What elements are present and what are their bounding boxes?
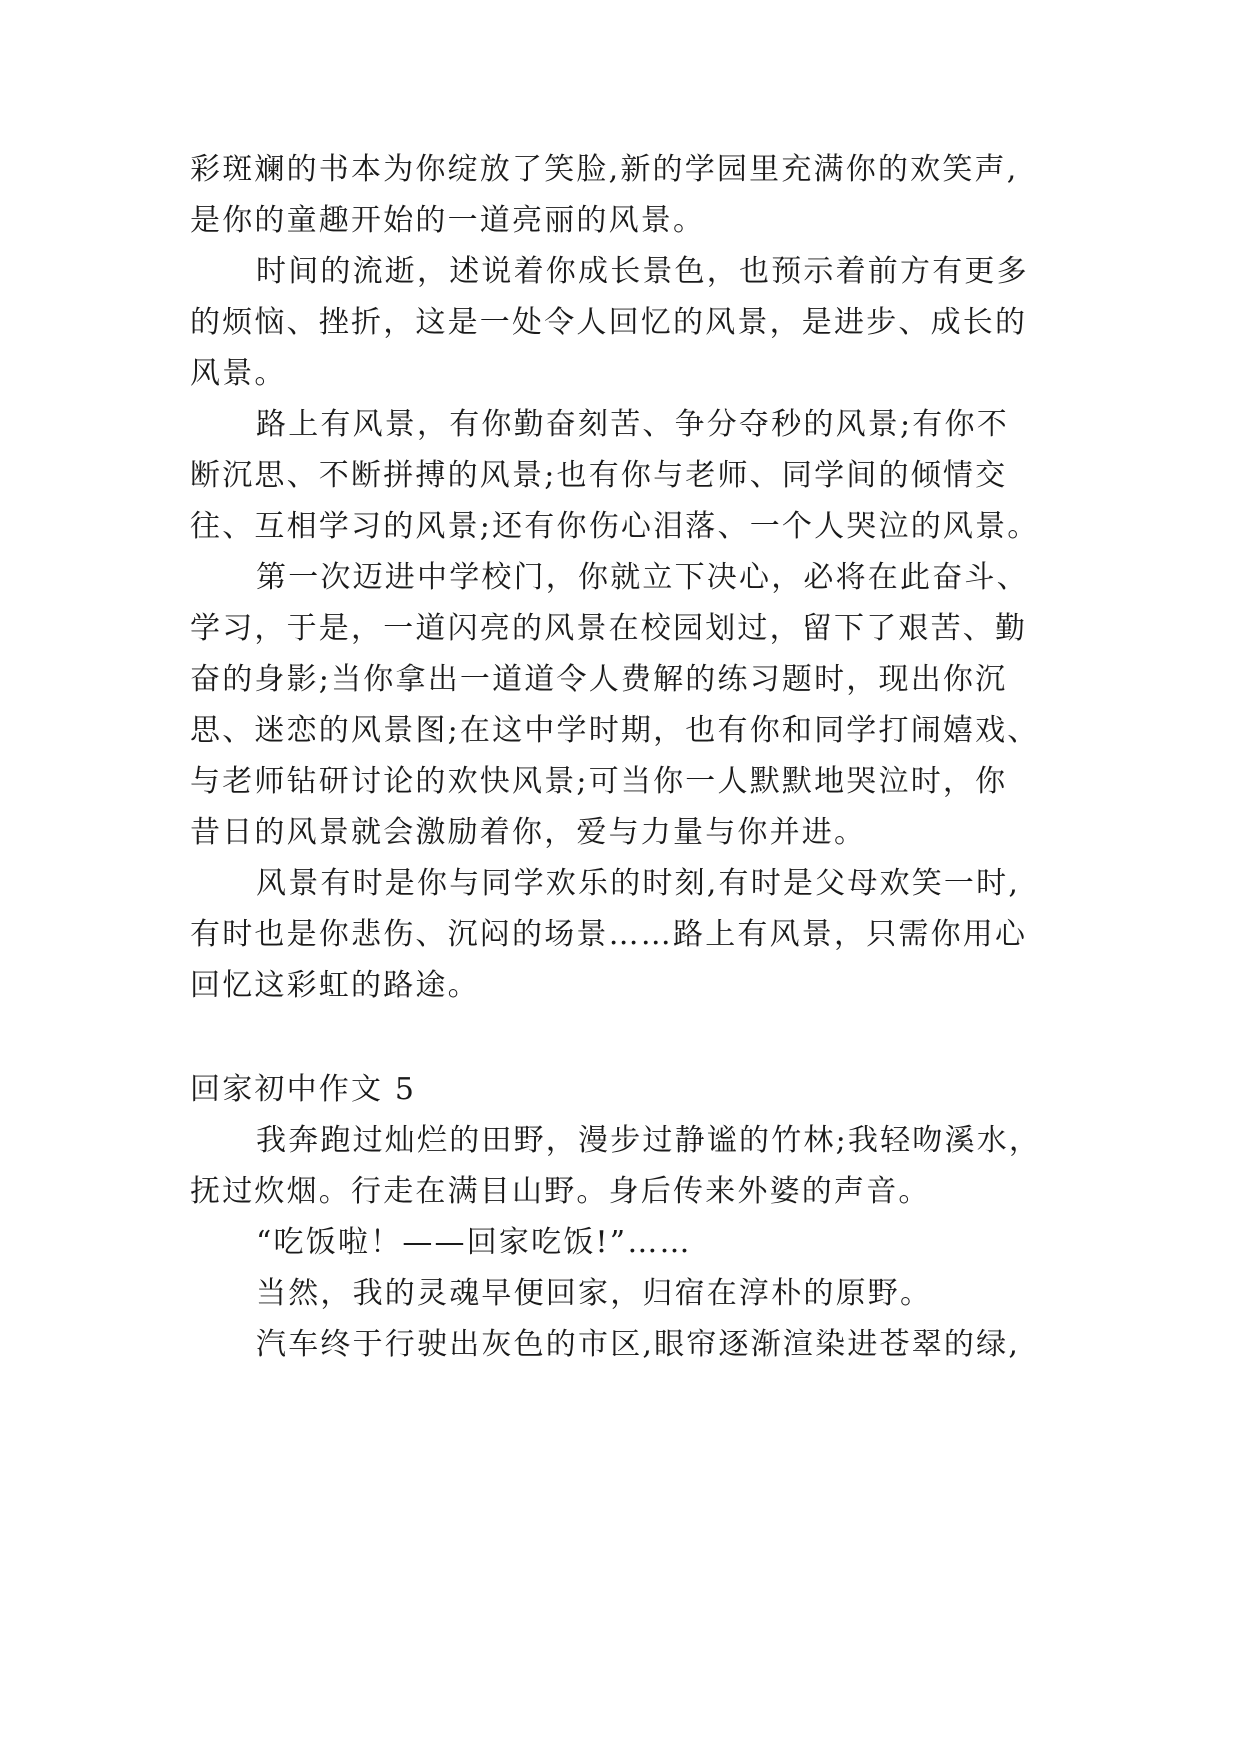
- paragraph-line: 我奔跑过灿烂的田野，漫步过静谧的竹林;我轻吻溪水，: [256, 1123, 1042, 1158]
- paragraph-line: 往、互相学习的风景;还有你伤心泪落、一个人哭泣的风景。: [190, 509, 1040, 544]
- paragraph-line: 时间的流逝，述说着你成长景色，也预示着前方有更多: [256, 254, 1029, 289]
- paragraph-line: 风景有时是你与同学欢乐的时刻,有时是父母欢笑一时,: [256, 866, 1021, 901]
- paragraph-line: “吃饭啦！——回家吃饭!”……: [256, 1225, 692, 1260]
- paragraph-line: 断沉思、不断拼搏的风景;也有你与老师、同学间的倾情交: [190, 458, 1008, 493]
- paragraph-line: 抚过炊烟。行走在满目山野。身后传来外婆的声音。: [190, 1174, 931, 1209]
- paragraph-line: 的烦恼、挫折，这是一处令人回忆的风景，是进步、成长的: [190, 305, 1028, 340]
- paragraph-line: 彩斑斓的书本为你绽放了笑脸,新的学园里充满你的欢笑声,: [190, 152, 1019, 187]
- paragraph-line: 与老师钻研讨论的欢快风景;可当你一人默默地哭泣时，你: [190, 764, 1008, 799]
- paragraph-line: 路上有风景，有你勤奋刻苦、争分夺秒的风景;有你不: [256, 407, 1009, 442]
- paragraph-line: 当然，我的灵魂早便回家，归宿在淳朴的原野。: [256, 1276, 933, 1311]
- paragraph-line: 汽车终于行驶出灰色的市区,眼帘逐渐渲染进苍翠的绿,: [256, 1327, 1021, 1362]
- section-title: 回家初中作文 5: [190, 1072, 417, 1107]
- paragraph-line: 思、迷恋的风景图;在这中学时期，也有你和同学打闹嬉戏、: [190, 713, 1040, 748]
- paragraph-line: 昔日的风景就会激励着你，爱与力量与你并进。: [190, 815, 867, 850]
- paragraph-line: 第一次迈进中学校门，你就立下决心，必将在此奋斗、: [256, 560, 1029, 595]
- paragraph-line: 回忆这彩虹的路途。: [190, 968, 480, 1003]
- paragraph-line: 是你的童趣开始的一道亮丽的风景。: [190, 203, 706, 238]
- paragraph-line: 奋的身影;当你拿出一道道令人费解的练习题时，现出你沉: [190, 662, 1008, 697]
- paragraph-line: 学习，于是，一道闪亮的风景在校园划过，留下了艰苦、勤: [190, 611, 1028, 646]
- paragraph-line: 风景。: [190, 356, 287, 391]
- paragraph-line: 有时也是你悲伤、沉闷的场景……路上有风景，只需你用心: [190, 917, 1028, 952]
